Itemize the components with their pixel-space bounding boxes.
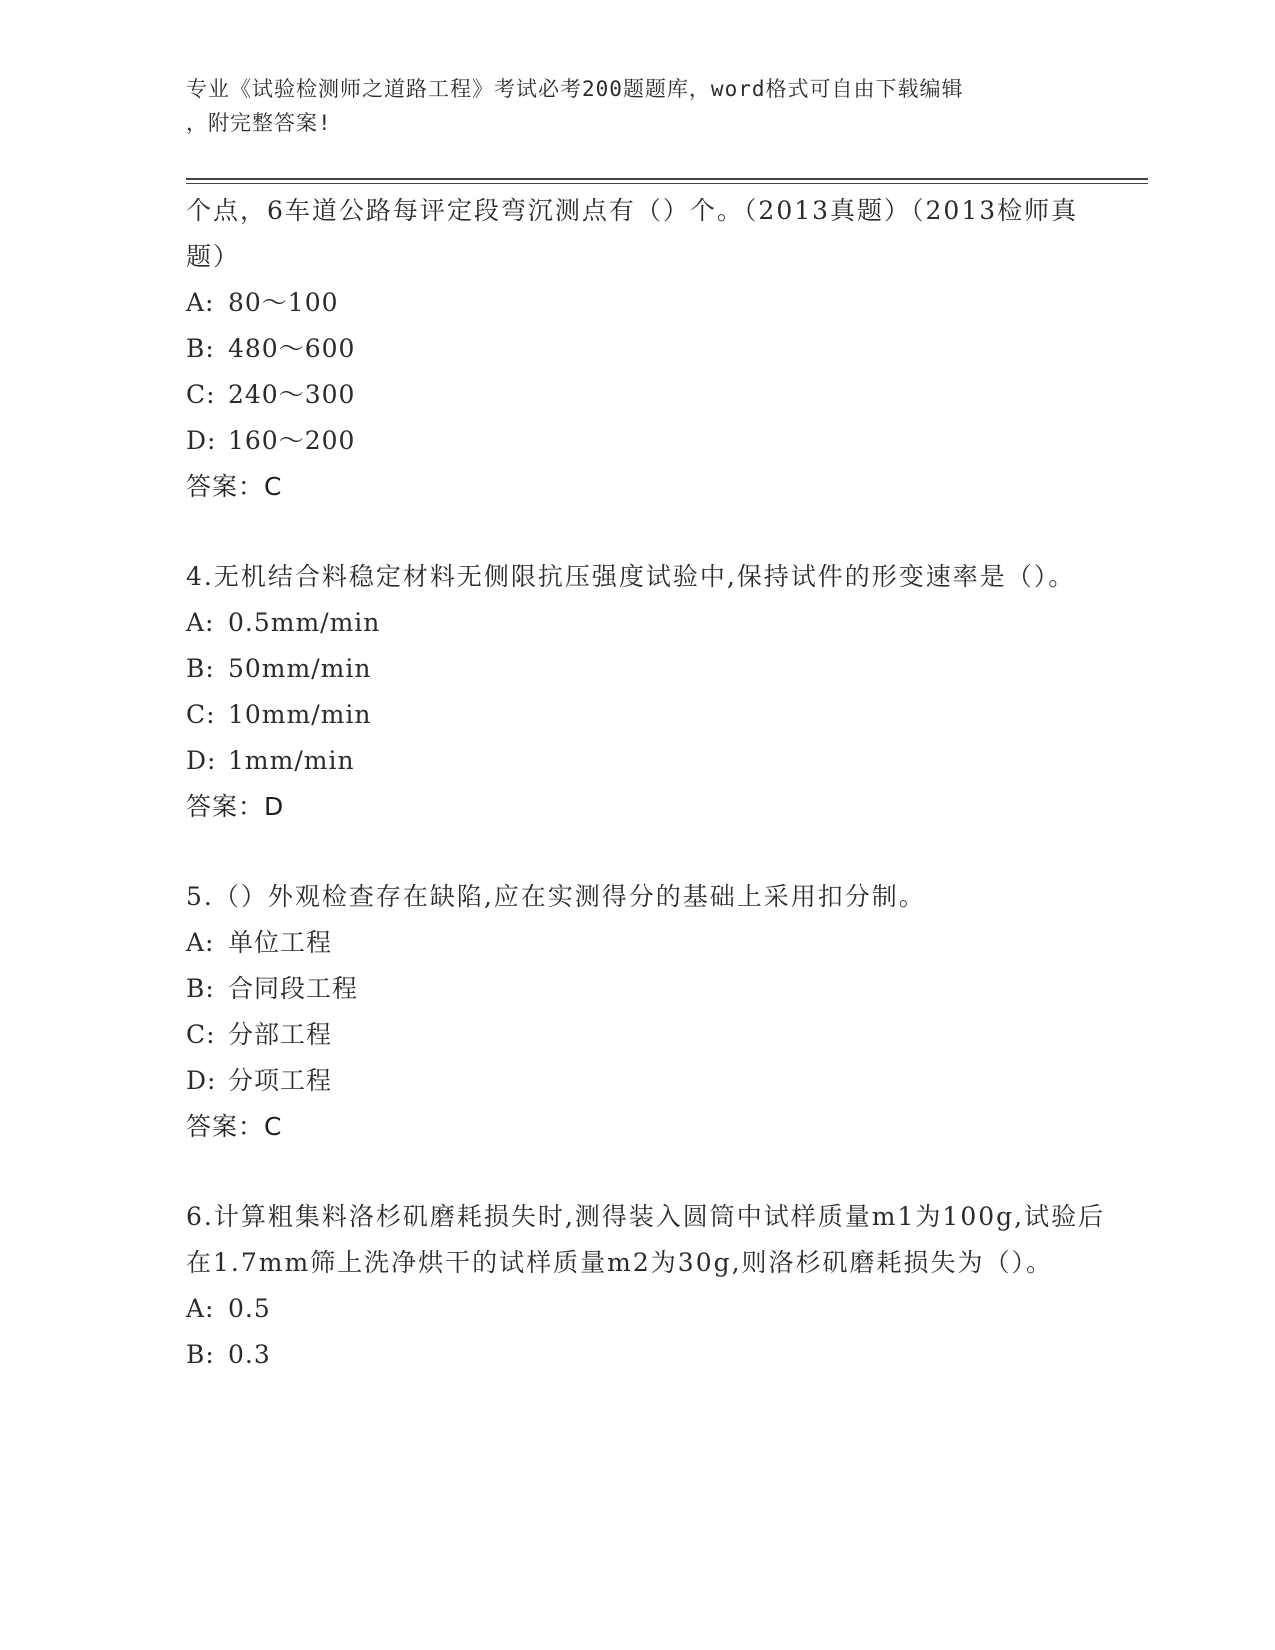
question-text: 6.计算粗集料洛杉矶磨耗损失时,测得装入圆筒中试样质量m1为100g,试验后在1.7mm筛上洗净烘干的试样质量m2为30g,则洛杉矶磨耗损失为（）。 — [186, 1202, 1106, 1277]
header-double-rule-bottom — [186, 183, 1148, 184]
question-text: 4.无机结合料稳定材料无侧限抗压强度试验中,保持试件的形变速率是（）。 — [186, 562, 1076, 591]
option-c — [186, 372, 1106, 418]
option-label: D: — [186, 1066, 217, 1095]
option-label: A: — [186, 1294, 215, 1323]
option-label: A: — [186, 288, 215, 317]
header-title-line-2: ，附完整答案! — [186, 111, 332, 135]
question-text: 5.（）外观检查存在缺陷,应在实测得分的基础上采用扣分制。 — [186, 882, 926, 911]
option-d — [186, 418, 1106, 464]
option-value: 240～300 — [228, 380, 356, 409]
answer-line: 答案：C — [186, 472, 283, 501]
option-b — [186, 326, 1106, 372]
option-value: 分项工程 — [228, 1066, 333, 1095]
option-value: 10mm/min — [228, 700, 372, 729]
option-label: B: — [186, 654, 215, 683]
option-label: B: — [186, 1340, 215, 1369]
question-4 — [186, 554, 1106, 830]
option-b — [186, 966, 1106, 1012]
option-label: C: — [186, 380, 216, 409]
option-value: 480～600 — [228, 334, 356, 363]
header-double-rule-top — [186, 178, 1148, 180]
option-b — [186, 1332, 1106, 1378]
option-label: A: — [186, 928, 215, 957]
option-value: 合同段工程 — [228, 974, 359, 1003]
option-label: C: — [186, 700, 216, 729]
question-text: 个点，6车道公路每评定段弯沉测点有（）个。（2013真题）（2013检师真题） — [186, 196, 1079, 271]
option-a — [186, 600, 1106, 646]
option-label: A: — [186, 608, 215, 637]
option-d — [186, 738, 1106, 784]
option-label: B: — [186, 974, 215, 1003]
option-a — [186, 280, 1106, 326]
question-6 — [186, 1194, 1106, 1378]
option-b — [186, 646, 1106, 692]
option-value: 0.3 — [228, 1340, 271, 1369]
option-value: 1mm/min — [228, 746, 355, 775]
answer-line: 答案：D — [186, 792, 285, 821]
option-d — [186, 1058, 1106, 1104]
option-c — [186, 692, 1106, 738]
option-value: 80～100 — [228, 288, 339, 317]
question-3 — [186, 188, 1106, 510]
header-title-line-1: 专业《试验检测师之道路工程》考试必考200题题库，word格式可自由下载编辑 — [186, 77, 964, 101]
option-label: D: — [186, 426, 217, 455]
option-label: D: — [186, 746, 217, 775]
option-value: 分部工程 — [228, 1020, 333, 1049]
option-a — [186, 920, 1106, 966]
option-label: C: — [186, 1020, 216, 1049]
option-a — [186, 1286, 1106, 1332]
document-header — [186, 72, 1086, 140]
answer-line: 答案：C — [186, 1112, 283, 1141]
option-value: 0.5mm/min — [228, 608, 381, 637]
option-label: B: — [186, 334, 215, 363]
option-value: 160～200 — [228, 426, 356, 455]
question-5 — [186, 874, 1106, 1150]
question-list — [186, 188, 1106, 1422]
option-c — [186, 1012, 1106, 1058]
option-value: 单位工程 — [228, 928, 333, 957]
option-value: 0.5 — [228, 1294, 271, 1323]
option-value: 50mm/min — [228, 654, 372, 683]
